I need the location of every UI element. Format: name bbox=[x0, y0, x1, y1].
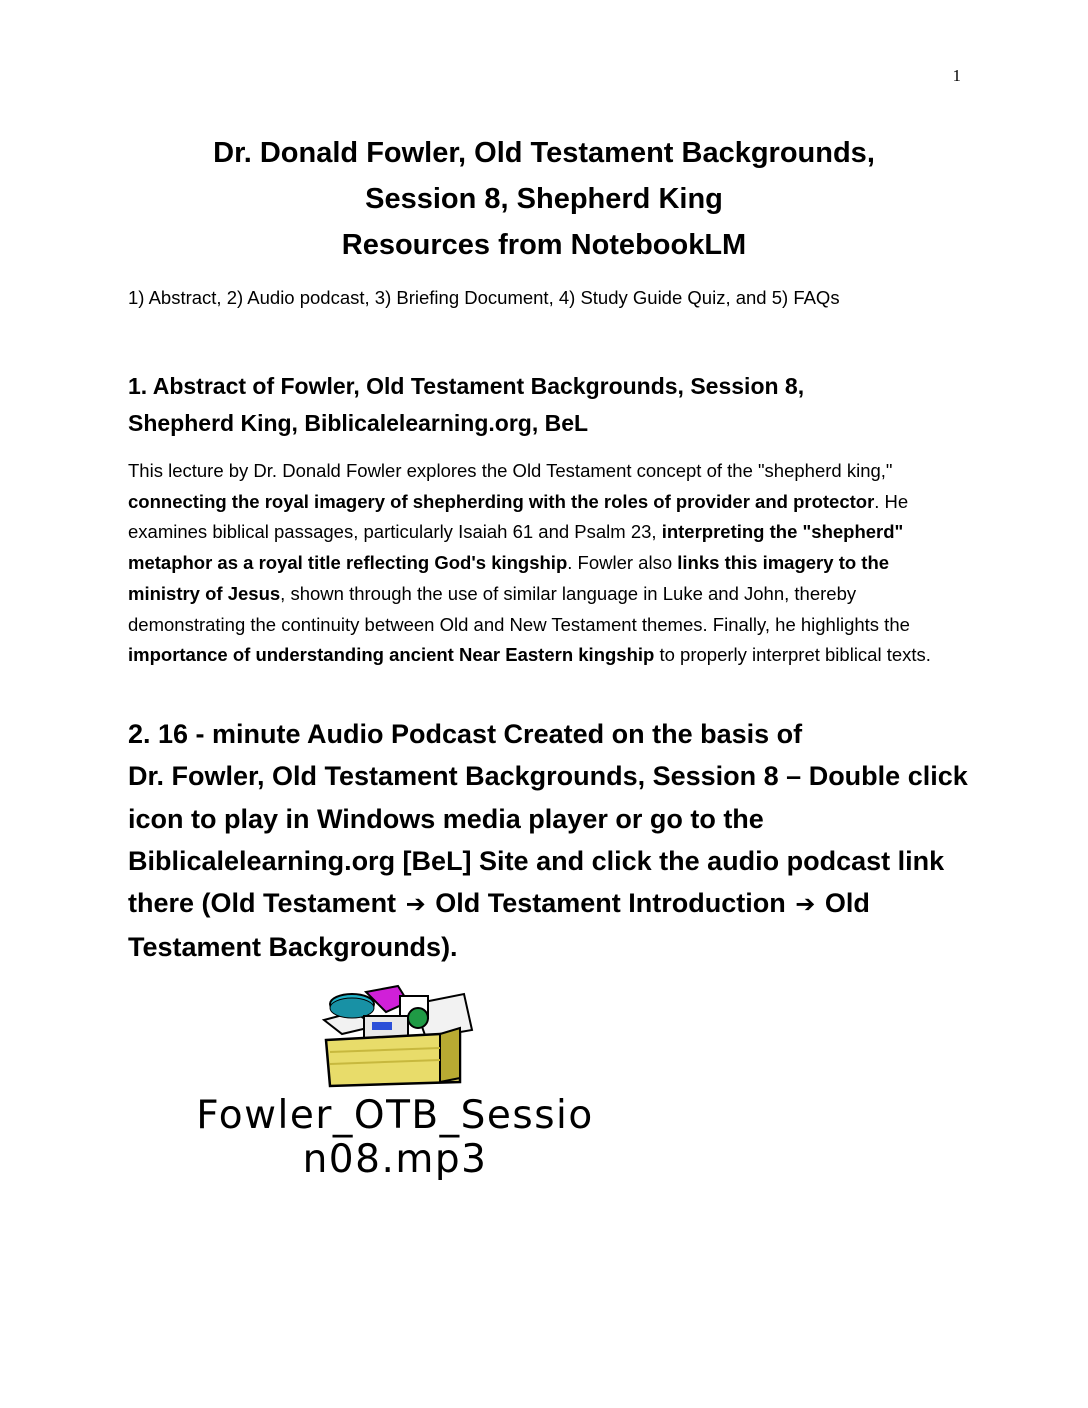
abstract-emphasis: links this imagery to the ministry of Jesus bbox=[128, 552, 890, 604]
file-label-line-2: n08.mp3 bbox=[302, 1137, 488, 1182]
audio-heading-line-1: 2. 16 - minute Audio Podcast Created on the basis of bbox=[128, 719, 803, 749]
abstract-text: , shown through the use of similar language in Luke and John, thereby demonstrating the continuity between Old and New Testament themes. Finally, he highlights the bbox=[128, 582, 910, 635]
abstract-text: . Fowler also bbox=[567, 552, 678, 574]
media-package-icon[interactable] bbox=[314, 982, 476, 1088]
title-line-1: Dr. Donald Fowler, Old Testament Backgrounds, bbox=[213, 137, 875, 169]
file-label-line-1: Fowler_OTB_Sessio bbox=[196, 1093, 594, 1138]
page-number: 1 bbox=[952, 66, 961, 85]
right-arrow-icon: ➔ bbox=[405, 891, 426, 919]
breadcrumb-ot-intro: Old Testament Introduction bbox=[435, 888, 786, 919]
document-title bbox=[0, 130, 1088, 268]
abstract-heading-line-1: 1. Abstract of Fowler, Old Testament Backgrounds, Session 8, bbox=[128, 373, 805, 399]
abstract-heading bbox=[128, 368, 958, 442]
audio-heading-body bbox=[128, 755, 968, 968]
audio-heading-text: Dr. Fowler, Old Testament Backgrounds, Session 8 – Double click icon to play in Windows media player or go to the Biblicalelearning.org [BeL] Site and click the audio podcast link there (Old Testament bbox=[128, 761, 968, 919]
audio-file-label[interactable] bbox=[130, 1094, 660, 1182]
title-line-3: Resources from NotebookLM bbox=[341, 229, 747, 261]
contents-list: 1) Abstract, 2) Audio podcast, 3) Briefing Document, 4) Study Guide Quiz, and 5) FAQs bbox=[128, 287, 840, 308]
title-line-2: Session 8, Shepherd King bbox=[365, 183, 723, 215]
abstract-emphasis: interpreting the "shepherd" metaphor as a royal title reflecting God's kingship bbox=[128, 521, 904, 574]
abstract-emphasis: connecting the royal imagery of shepherding with the roles of provider and protector bbox=[128, 490, 875, 512]
abstract-text: . He examines biblical passages, particularly Isaiah 61 and Psalm 23, bbox=[128, 490, 909, 543]
breadcrumb-ot-backgrounds: Old Testament Backgrounds). bbox=[128, 888, 870, 963]
abstract-text: This lecture by Dr. Donald Fowler explores the Old Testament concept of the "shepherd king," bbox=[128, 460, 893, 481]
right-arrow-icon: ➔ bbox=[795, 891, 816, 919]
abstract-emphasis: importance of understanding ancient Near Eastern kingship bbox=[128, 644, 655, 666]
abstract-text: to properly interpret biblical texts. bbox=[654, 644, 931, 666]
audio-podcast-heading bbox=[128, 713, 968, 969]
abstract-paragraph bbox=[128, 456, 958, 671]
abstract-heading-line-2: Shepherd King, Biblicalelearning.org, BeL bbox=[128, 410, 589, 436]
